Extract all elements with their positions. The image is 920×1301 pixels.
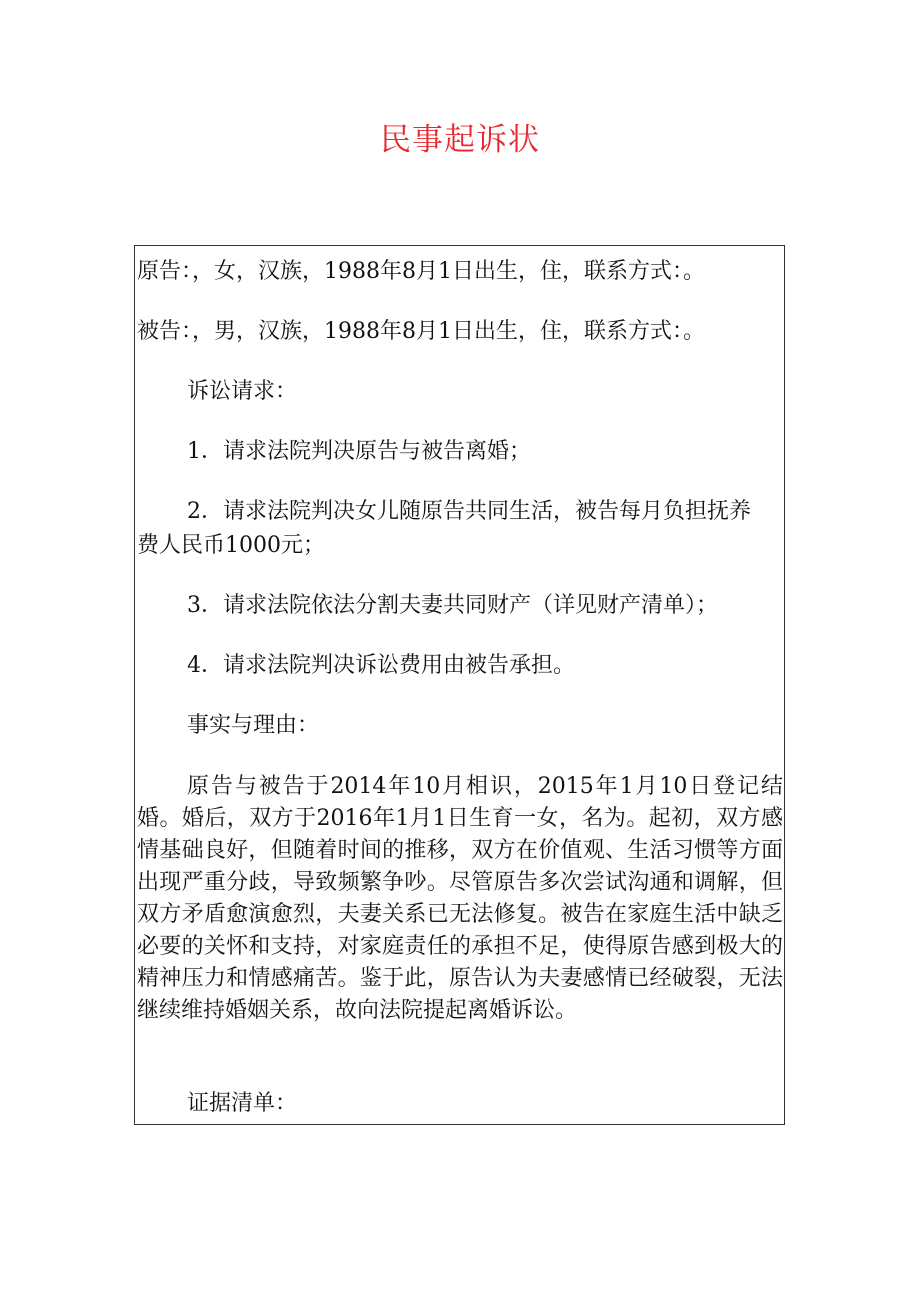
plaintiff-info: 原告：，女，汉族，1988年8月1日出生，住，联系方式：。 (137, 259, 705, 284)
facts-paragraph: 原告与被告于2014年10月相识，2015年1月10日登记结婚。婚后，双方于2016年1月1日生育一女，名为。起初，双方感情基础良好，但随着时间的推移，双方在价值观、生活习惯等方面出现严重分歧，导致频繁争吵。尽管原告多次尝试沟通和调解，但双方矛盾愈演愈烈，夫妻关系已无法修复。被告在家庭生活中缺乏必要的关怀和支持，对家庭责任的承担不足，使得原告感到极大的精神压力和情感痛苦。鉴于此，原告认为夫妻感情已经破裂，无法继续维持婚姻关系，故向法院提起离婚诉讼。 (137, 774, 783, 1023)
defendant-info: 被告：，男，汉族，1988年8月1日出生，住，联系方式：。 (137, 319, 705, 344)
complaint-body-box (134, 245, 785, 1125)
claim-2-line-2: 费人民币1000元； (137, 533, 325, 558)
facts-heading: 事实与理由： (187, 713, 320, 738)
claim-1: 1．请求法院判决原告与被告离婚； (187, 439, 531, 464)
claim-2-line-1: 2．请求法院判决女儿随原告共同生活，被告每月负担抚养 (187, 499, 751, 524)
evidence-heading: 证据清单： (187, 1091, 298, 1116)
claim-3: 3．请求法院依法分割夫妻共同财产（详见财产清单）； (187, 593, 718, 618)
claim-4: 4．请求法院判决诉讼费用由被告承担。 (187, 653, 575, 678)
document-title: 民事起诉状 (380, 122, 540, 158)
claims-heading: 诉讼请求： (187, 379, 298, 404)
